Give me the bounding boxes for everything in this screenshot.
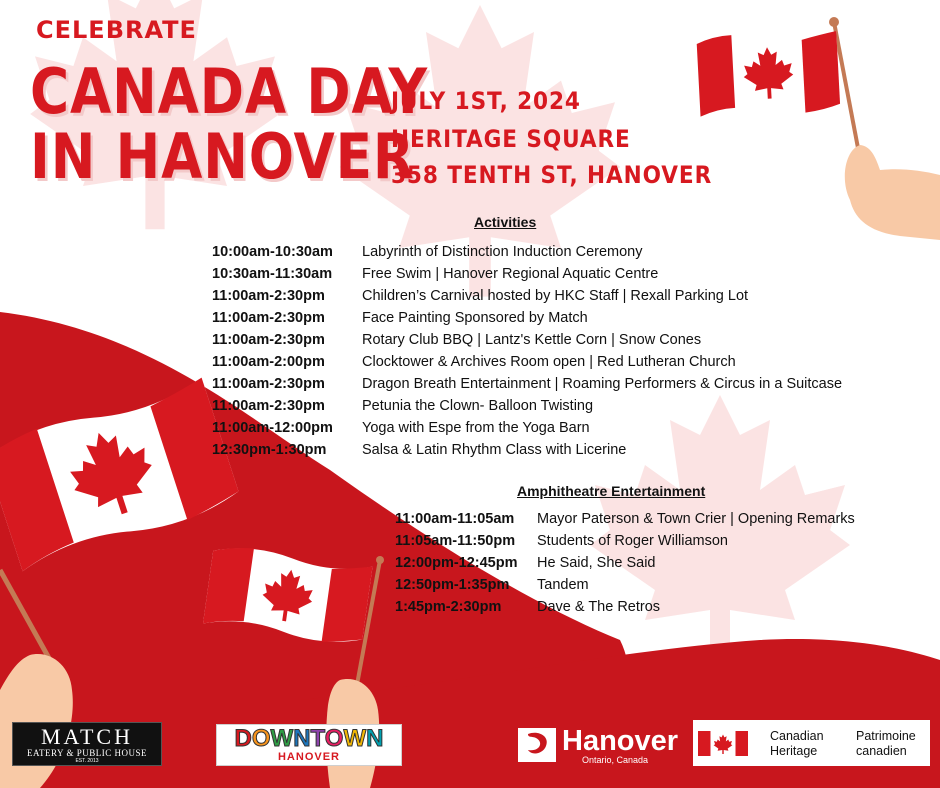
downtown-letter: O — [324, 725, 344, 752]
event-label: Children’s Carnival hosted by HKC Staff | Rexall Parking Lot — [362, 288, 749, 304]
time-label: 11:05am-11:50pm — [395, 533, 516, 549]
match-logo — [12, 722, 162, 766]
canada-flag-icon — [698, 731, 748, 756]
heritage-fr-line1: Patrimoine — [856, 729, 916, 743]
downtown-letter: W — [343, 725, 367, 752]
event-label: Students of Roger Williamson — [537, 533, 728, 549]
event-label: Free Swim | Hanover Regional Aquatic Centre — [362, 266, 659, 282]
time-label: 12:00pm-12:45pm — [395, 555, 518, 571]
time-label: 11:00am-2:00pm — [212, 354, 325, 370]
time-label: 11:00am-2:30pm — [212, 332, 325, 348]
heritage-fr-line2: canadien — [856, 744, 907, 758]
heritage-en-line1: Canadian — [770, 729, 824, 743]
event-label: Face Painting Sponsored by Match — [362, 310, 588, 326]
hand-icon — [845, 145, 940, 240]
time-label: 12:30pm-1:30pm — [212, 442, 327, 458]
amphitheatre-heading: Amphitheatre Entertainment — [517, 483, 706, 499]
downtown-logo-letters — [235, 725, 384, 752]
event-address: 358 TENTH ST, HANOVER — [391, 161, 713, 189]
event-label: Dave & The Retros — [537, 599, 661, 615]
time-label: 11:00am-2:30pm — [212, 310, 325, 326]
hanover-logo-sub: Ontario, Canada — [582, 755, 649, 765]
heritage-french — [856, 729, 916, 759]
event-label: Petunia the Clown- Balloon Twisting — [362, 398, 594, 414]
event-label: He Said, She Said — [537, 555, 656, 571]
match-logo-name: MATCH — [40, 724, 133, 749]
downtown-logo-name — [217, 726, 401, 752]
heritage-english — [770, 729, 824, 759]
event-venue: HERITAGE SQUARE — [391, 125, 631, 153]
downtown-letter: O — [251, 725, 271, 752]
event-label: Tandem — [537, 577, 589, 593]
celebrate-label: CELEBRATE — [36, 16, 197, 44]
activities-heading: Activities — [474, 214, 537, 230]
title-line-2: IN HANOVER — [30, 120, 415, 193]
event-label: Clocktower & Archives Room open | Red Lutheran Church — [362, 354, 736, 370]
time-label: 11:00am-2:30pm — [212, 288, 325, 304]
match-logo-est: EST. 2013 — [75, 758, 99, 764]
downtown-hanover-logo — [216, 724, 402, 766]
time-label: 10:30am-11:30am — [212, 266, 333, 282]
canada-flag-icon — [696, 29, 840, 119]
event-label: Dragon Breath Entertainment | Roaming Performers & Circus in a Suitcase — [362, 376, 843, 392]
time-label: 11:00am-2:30pm — [212, 398, 325, 414]
time-label: 11:00am-12:00pm — [212, 420, 333, 436]
downtown-logo-sub: HANOVER — [277, 751, 340, 763]
downtown-letter: T — [310, 725, 325, 752]
heritage-en-line2: Heritage — [770, 744, 818, 758]
downtown-letter: W — [270, 725, 294, 752]
title-line-1: CANADA DAY — [30, 55, 429, 128]
time-label: 11:00am-2:30pm — [212, 376, 325, 392]
hanover-logo — [518, 726, 686, 764]
event-date: JULY 1ST, 2024 — [391, 87, 581, 115]
event-label: Labyrinth of Distinction Induction Ceremony — [362, 244, 643, 260]
event-label: Rotary Club BBQ | Lantz's Kettle Corn | Snow Cones — [362, 332, 702, 348]
time-label: 11:00am-11:05am — [395, 511, 515, 527]
downtown-letter: D — [234, 725, 252, 752]
time-label: 12:50pm-1:35pm — [395, 577, 510, 593]
match-logo-tagline: EATERY & PUBLIC HOUSE — [27, 748, 147, 758]
canadian-heritage-logo — [693, 720, 930, 766]
time-label: 1:45pm-2:30pm — [395, 599, 502, 615]
downtown-letter: N — [366, 725, 384, 752]
event-label: Yoga with Espe from the Yoga Barn — [362, 420, 590, 436]
hanover-logo-name: Hanover — [562, 725, 679, 757]
downtown-letter: N — [293, 725, 311, 752]
time-label: 10:00am-10:30am — [212, 244, 333, 260]
event-label: Salsa & Latin Rhythm Class with Licerine — [362, 442, 627, 458]
event-label: Mayor Paterson & Town Crier | Opening Remarks — [537, 511, 855, 527]
maple-leaf-icon — [590, 395, 850, 665]
